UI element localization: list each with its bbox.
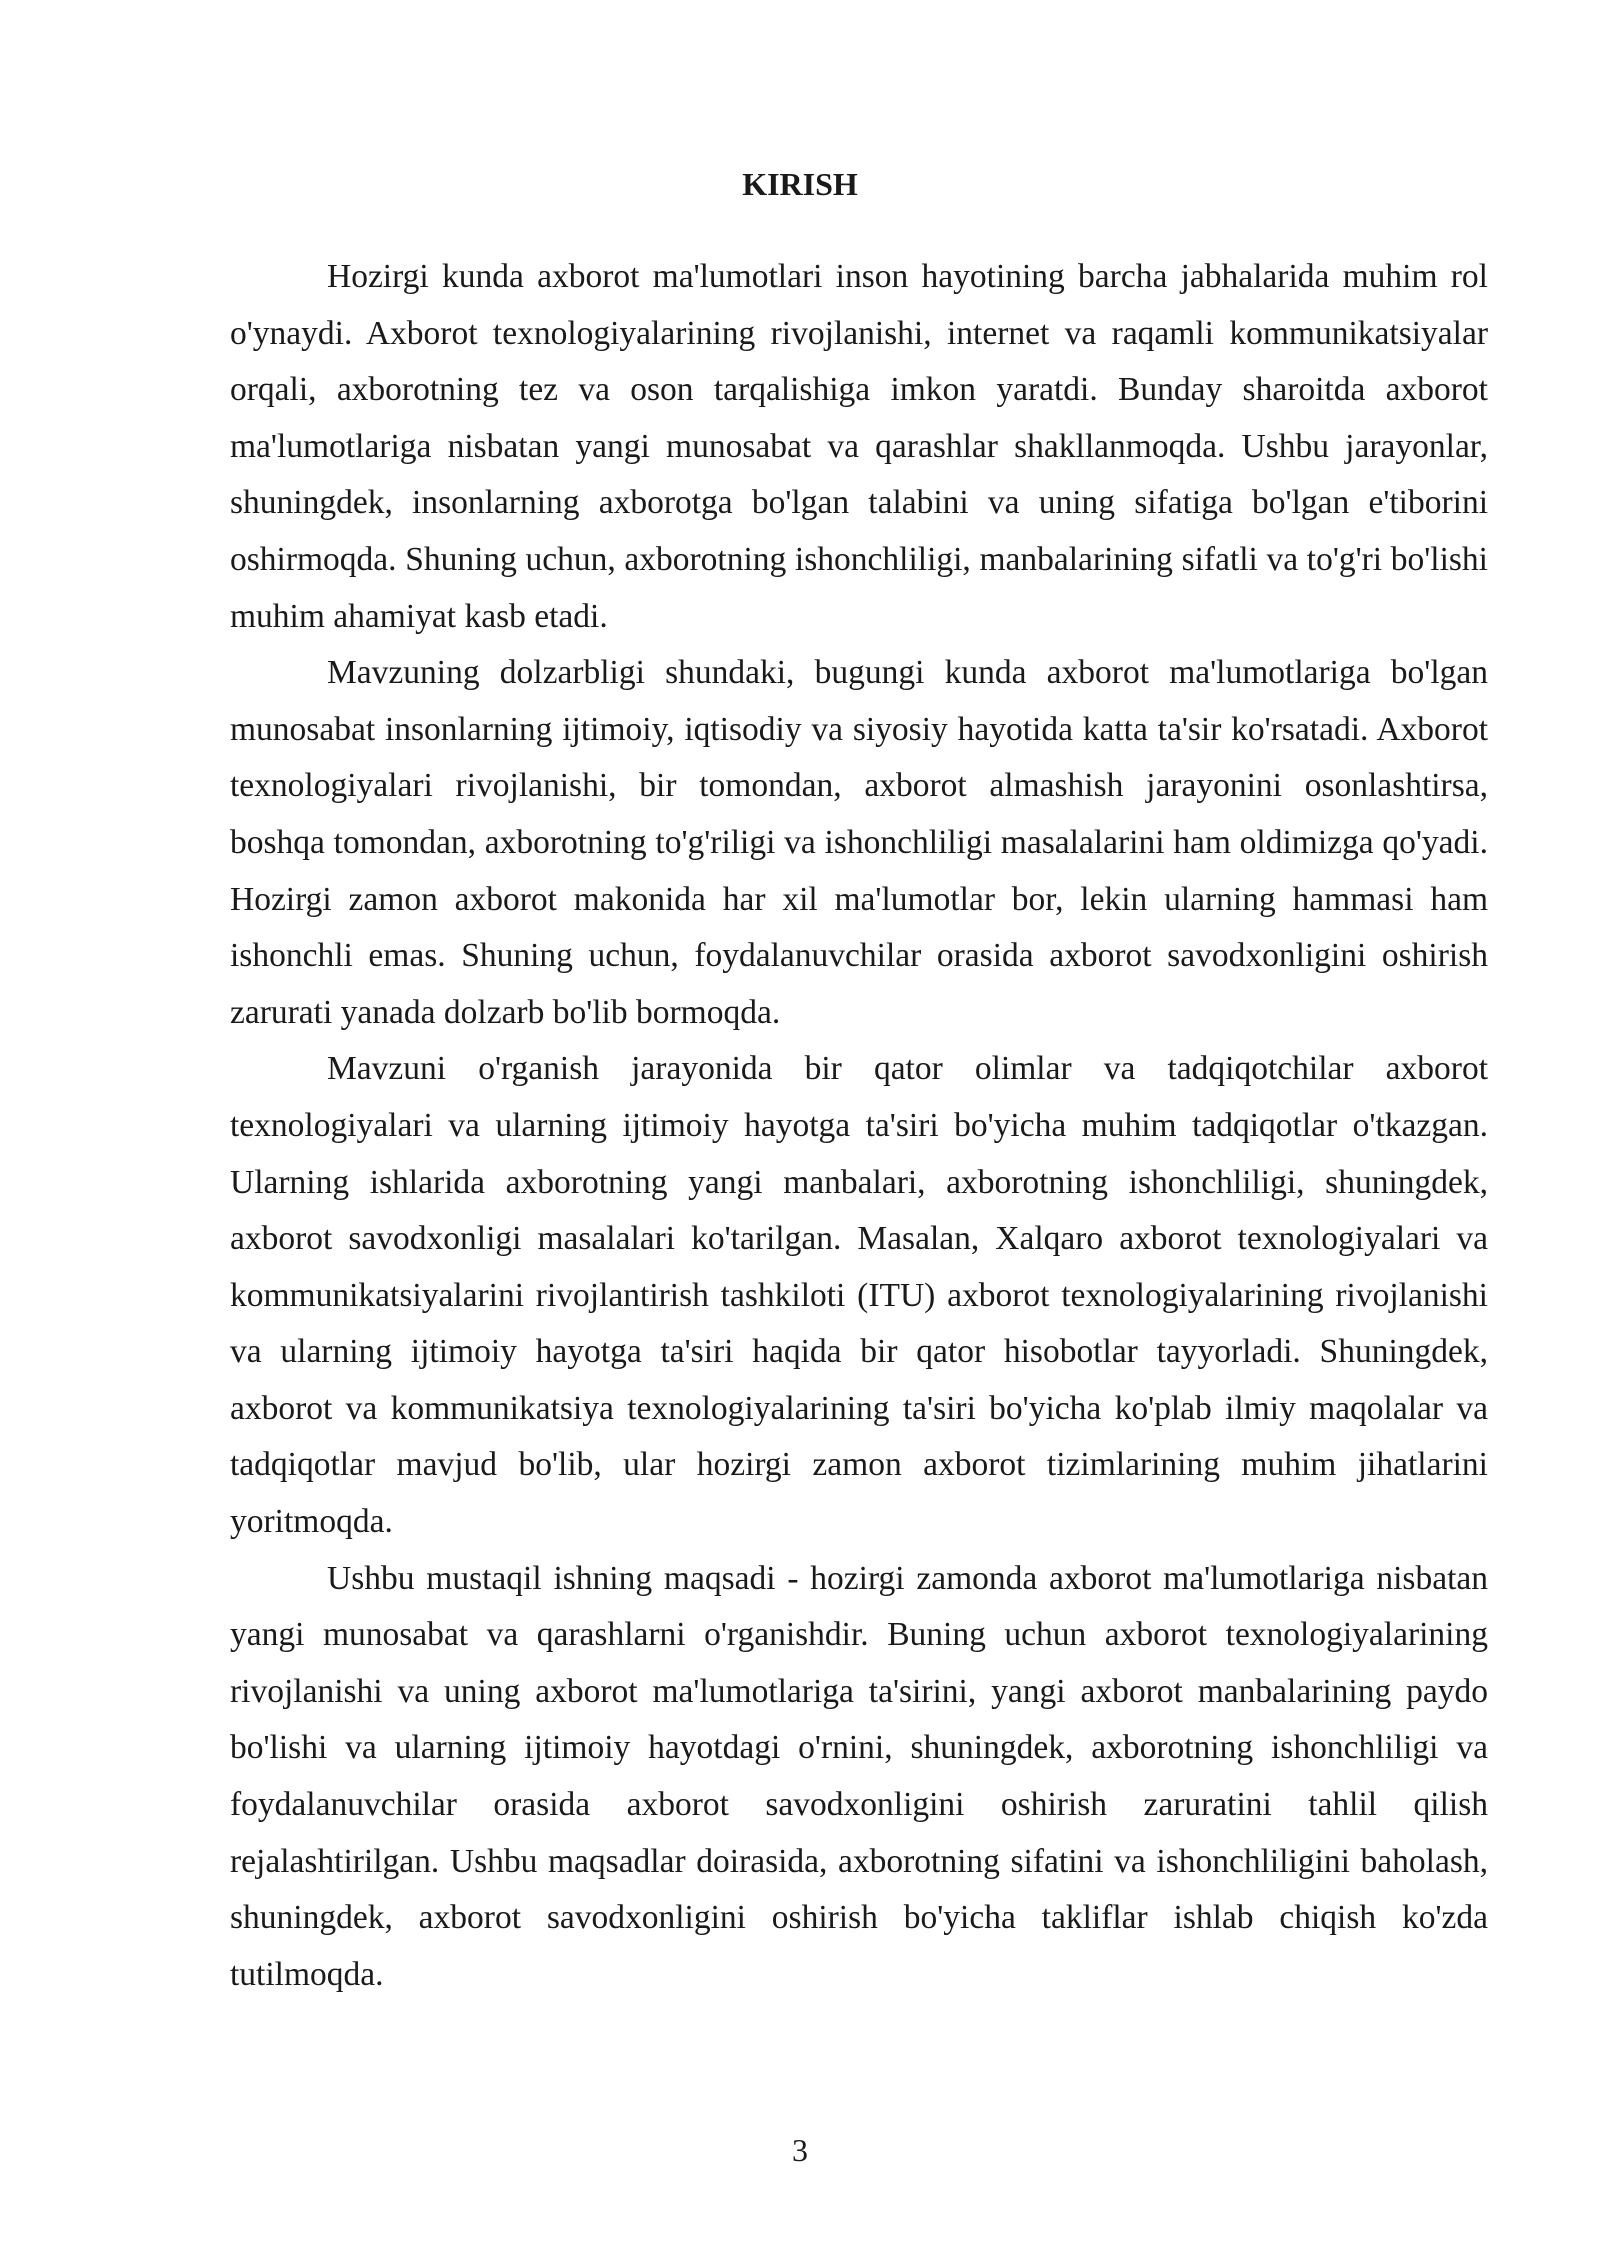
paragraph-relevance: Mavzuning dolzarbligi shundaki, bugungi kunda axborot ma'lumotlariga bo'lgan munosabat insonlarning ijtimoiy, iqtisodiy va siyosiy hayotida katta ta'sir ko'rsatadi. Axborot texnologiyalari rivojlanishi, bir tomondan, axborot almashish jarayonini osonlashtirsa, boshqa tomondan, axborotning to'g'riligi va ishonchliligi masalalarini ham oldimizga qo'yadi. Hozirgi zamon axborot makonida har xil ma'lumotlar bor, lekin ularning hammasi ham ishonchli emas. Shuning uchun, foydalanuvchilar orasida axborot savodxonligini oshirish zarurati yanada dolzarb bo'lib bormoqda. [230,654,1488,1031]
paragraph-research: Mavzuni o'rganish jarayonida bir qator olimlar va tadqiqotchilar axborot texnologiyalari va ularning ijtimoiy hayotga ta'siri bo'yicha muhim tadqiqotlar o'tkazgan. Ularning ishlarida axborotning yangi manbalari, axborotning ishonchliligi, shuningdek, axborot savodxonligi masalalari ko'tarilgan. Masalan, Xalqaro axborot texnologiyalari va kommunikatsiyalarini rivojlantirish tashkiloti (ITU) axborot texnologiyalarining rivojlanishi va ularning ijtimoiy hayotga ta'siri haqida bir qator hisobotlar tayyorladi. Shuningdek, axborot va kommunikatsiya texnologiyalarining ta'siri bo'yicha ko'plab ilmiy maqolalar va tadqiqotlar mavjud bo'lib, ular hozirgi zamon axborot tizimlarining muhim jihatlarini yoritmoqda. [230,1050,1488,1541]
section-title: KIRISH [742,166,858,202]
page-number: 3 [792,2132,808,2168]
body-text [230,249,1488,2003]
paragraph-intro: Hozirgi kunda axborot ma'lumotlari inson hayotining barcha jabhalarida muhim rol o'ynaydi. Axborot texnologiyalarining rivojlanishi, internet va raqamli kommunikatsiyalar orqali, axborotning tez va oson tarqalishiga imkon yaratdi. Bunday sharoitda axborot ma'lumotlariga nisbatan yangi munosabat va qarashlar shakllanmoqda. Ushbu jarayonlar, shuningdek, insonlarning axborotga bo'lgan talabini va uning sifatiga bo'lgan e'tiborini oshirmoqda. Shuning uchun, axborotning ishonchliligi, manbalarining sifatli va to'g'ri bo'lishi muhim ahamiyat kasb etadi. [230,258,1488,635]
paragraph-purpose: Ushbu mustaqil ishning maqsadi - hozirgi zamonda axborot ma'lumotlariga nisbatan yangi munosabat va qarashlarni o'rganishdir. Buning uchun axborot texnologiyalarining rivojlanishi va uning axborot ma'lumotlariga ta'sirini, yangi axborot manbalarining paydo bo'lishi va ularning ijtimoiy hayotdagi o'rnini, shuningdek, axborotning ishonchliligi va foydalanuvchilar orasida axborot savodxonligini oshirish zaruratini tahlil qilish rejalashtirilgan. Ushbu maqsadlar doirasida, axborotning sifatini va ishonchliligini baholash, shuningdek, axborot savodxonligini oshirish bo'yicha takliflar ishlab chiqish ko'zda tutilmoqda. [230,1559,1488,1993]
